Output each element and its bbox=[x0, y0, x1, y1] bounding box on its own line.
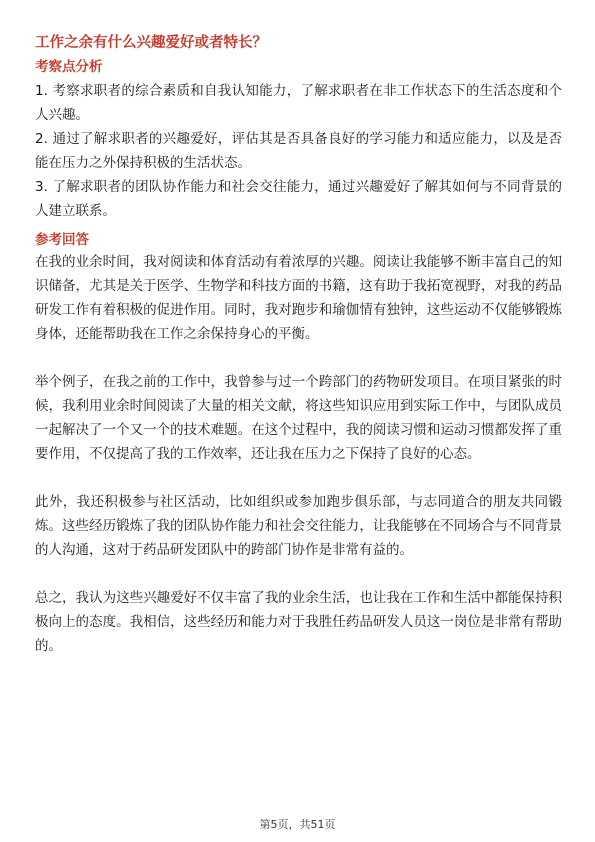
page-number-footer: 第5页，共51页 bbox=[259, 818, 336, 831]
analysis-item: 3. 了解求职者的团队协作能力和社会交往能力，通过兴趣爱好了解其如何与不同背景的人建立联系。 bbox=[35, 179, 562, 219]
question-heading: 工作之余有什么兴趣爱好或者特长？ bbox=[35, 35, 267, 51]
answer-title: 参考回答 bbox=[35, 232, 89, 248]
analysis-item: 1. 考察求职者的综合素质和自我认知能力，了解求职者在非工作状态下的生活态度和个人兴趣。 bbox=[35, 83, 562, 123]
analysis-title: 考察点分析 bbox=[35, 59, 103, 75]
answer-paragraph: 举个例子，在我之前的工作中，我曾参与过一个跨部门的药物研发项目。在项目紧张的时候，我利用业余时间阅读了大量的相关文献，将这些知识应用到实际工作中，与团队成员一起解决了一个又一个的技术难题。在这个过程中，我的阅读习惯和运动习惯都发挥了重要作用，不仅提高了我的工作效率，还让我在压力之下保持了良好的心态。 bbox=[35, 374, 562, 462]
answer-paragraph: 此外，我还积极参与社区活动，比如组织或参加跑步俱乐部，与志同道合的朋友共同锻炼。这些经历锻炼了我的团队协作能力和社会交往能力，让我能够在不同场合与不同背景的人沟通，这对于药品研发团队中的跨部门协作是非常有益的。 bbox=[35, 494, 562, 558]
answer-paragraph: 在我的业余时间，我对阅读和体育活动有着浓厚的兴趣。阅读让我能够不断丰富自己的知识储备，尤其是关于医学、生物学和科技方面的书籍，这有助于我拓宽视野，对我的药品研发工作有着积极的促进作用。同时，我对跑步和瑜伽情有独钟，这些运动不仅能够锻炼身体，还能帮助我在工作之余保持身心的平衡。 bbox=[35, 254, 562, 342]
analysis-item: 2. 通过了解求职者的兴趣爱好，评估其是否具备良好的学习能力和适应能力，以及是否能在压力之外保持积极的生活状态。 bbox=[35, 131, 562, 171]
answer-paragraph: 总之，我认为这些兴趣爱好不仅丰富了我的业余生活，也让我在工作和生活中都能保持积极向上的态度。我相信，这些经历和能力对于我胜任药品研发人员这一岗位是非常有帮助的。 bbox=[35, 590, 562, 654]
page-content bbox=[35, 33, 562, 658]
analysis-list bbox=[35, 79, 562, 223]
